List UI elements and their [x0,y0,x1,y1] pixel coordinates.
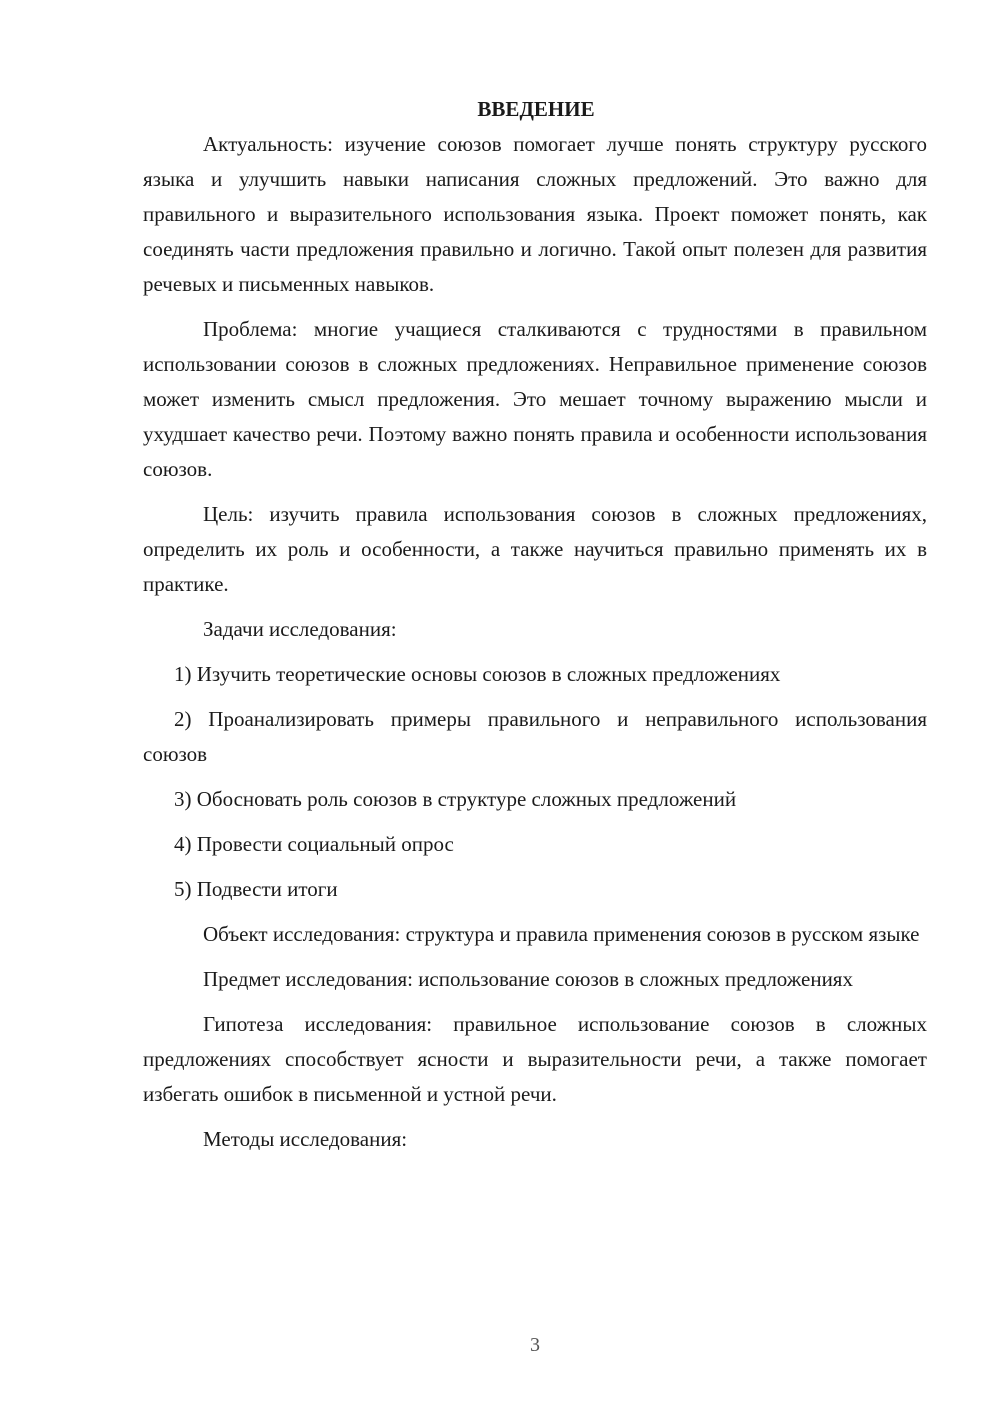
section-title: ВВЕДЕНИЕ [477,97,595,121]
paragraph-methods: Методы исследования: [203,1127,408,1151]
task-item-5: 5) Подвести итоги [174,877,338,901]
paragraph-object: Объект исследования: структура и правила применения союзов в русском языке [203,922,920,946]
task-item-1: 1) Изучить теоретические основы союзов в сложных предложениях [174,662,781,686]
task-item-4: 4) Провести социальный опрос [174,832,454,856]
paragraph-subject: Предмет исследования: использование союзов в сложных предложениях [203,967,853,991]
task-item-2: 2) Проанализировать примеры правильного и неправильного использования союзов [143,707,927,766]
paragraph-tasks-heading: Задачи исследования: [203,617,397,641]
page-number: 3 [530,1334,540,1356]
paragraph-relevance: Актуальность: изучение союзов помогает лучше понять структуру русского языка и улучшить навыки написания сложных предложений. Это важно для правильного и выразительного использования языка. Проект поможет понять, как соединять части предложения правильно и логично. Такой опыт полезен для развития речевых и письменных навыков. [143,132,927,296]
document-page [143,92,927,1157]
paragraph-problem: Проблема: многие учащиеся сталкиваются с трудностями в правильном использовании союзов в сложных предложениях. Неправильное применение союзов может изменить смысл предложения. Это мешает точному выражению мысли и ухудшает качество речи. Поэтому важно понять правила и особенности использования союзов. [143,317,927,481]
task-item-3: 3) Обосновать роль союзов в структуре сложных предложений [174,787,737,811]
paragraph-hypothesis: Гипотеза исследования: правильное использование союзов в сложных предложениях способствует ясности и выразительности речи, а также помогает избегать ошибок в письменной и устной речи. [143,1012,927,1106]
paragraph-goal: Цель: изучить правила использования союзов в сложных предложениях, определить их роль и особенности, а также научиться правильно применять их в практике. [143,502,927,596]
